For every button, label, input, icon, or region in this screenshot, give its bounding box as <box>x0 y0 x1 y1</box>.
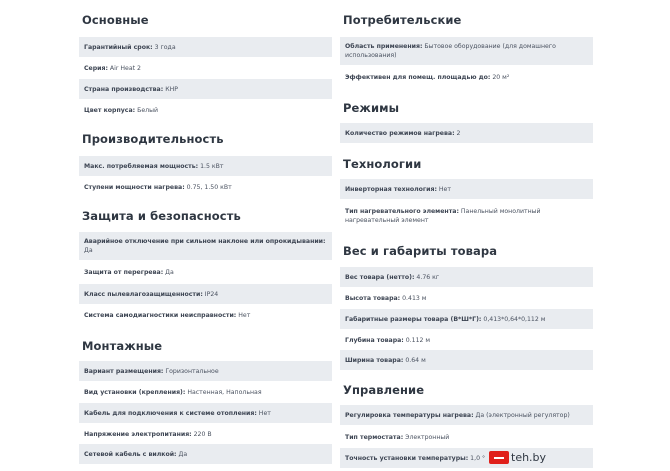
spec-value: 0.112 м <box>405 336 431 344</box>
spec-value: 1,0 ° <box>470 454 486 462</box>
section-title-proizvoditelnost: Производительность <box>82 132 224 146</box>
spec-label: Вариант размещения: <box>84 367 164 375</box>
spec-label: Серия: <box>84 64 108 72</box>
spec-value: Air Heat 2 <box>109 64 141 72</box>
spec-label: Точность установки температуры: <box>345 454 469 462</box>
spec-row <box>79 177 332 197</box>
spec-label: Класс пылевлагозащищенности: <box>84 290 203 298</box>
spec-row <box>79 262 332 282</box>
spec-label: Напряжение электропитания: <box>84 430 192 438</box>
spec-value: Да <box>84 247 93 254</box>
spec-value: Горизонтальное <box>165 367 219 375</box>
spec-row <box>340 67 593 87</box>
spec-value: 3 года <box>154 43 176 51</box>
spec-label: Вид установки (крепления): <box>84 388 186 396</box>
spec-label: Габаритные размеры товара (В*Ш*Г): <box>345 315 482 323</box>
spec-label: Страна производства: <box>84 85 164 93</box>
spec-value: Нет <box>438 185 451 193</box>
spec-row <box>340 427 593 447</box>
spec-value: IP24 <box>204 290 219 298</box>
spec-value: Да <box>178 450 188 458</box>
spec-label: Глубина товара: <box>345 336 404 344</box>
spec-value: 1.5 кВт <box>200 162 224 170</box>
spec-label: Количество режимов нагрева: <box>345 129 455 137</box>
spec-row <box>79 156 332 176</box>
spec-label: Тип термостата: <box>345 433 404 441</box>
spec-value: 0.64 м <box>405 356 426 364</box>
spec-row <box>79 361 332 381</box>
section-title-rezhimy: Режимы <box>343 101 400 115</box>
logo-mark-icon <box>489 451 509 464</box>
spec-value: 0,413*0,64*0,112 м <box>483 315 546 323</box>
spec-value: Да <box>165 268 174 276</box>
spec-row <box>340 267 593 287</box>
spec-row <box>340 309 593 329</box>
spec-row <box>79 284 332 304</box>
spec-row <box>340 179 593 199</box>
spec-label: Эффективен для помещ. площадью до: <box>345 73 491 81</box>
section-title-montazh: Монтажные <box>82 339 163 353</box>
spec-row <box>340 288 593 308</box>
spec-row <box>79 444 332 464</box>
section-title-osnovnye: Основные <box>82 13 149 27</box>
spec-row <box>340 405 593 425</box>
spec-row <box>79 58 332 78</box>
spec-row <box>340 202 593 230</box>
spec-value: Панельный монолитный нагревательный элемент <box>345 208 541 224</box>
spec-row <box>340 37 593 65</box>
spec-row <box>79 305 332 325</box>
spec-label: Гарантийный срок: <box>84 43 153 51</box>
spec-value: 0.413 м <box>402 294 427 302</box>
spec-value: 4.76 кг <box>416 273 440 281</box>
section-title-ves: Вес и габариты товара <box>343 244 498 258</box>
spec-row <box>79 37 332 57</box>
spec-label: Аварийное отключение при сильном наклоне или опрокидывании: <box>84 238 326 245</box>
site-logo <box>489 451 546 464</box>
spec-value: 2 <box>456 129 461 137</box>
spec-value: Белый <box>137 106 158 114</box>
spec-value: Электронный <box>405 433 450 441</box>
spec-value: Нет <box>238 311 251 319</box>
spec-row <box>79 403 332 423</box>
spec-value: Да (электронный регулятор) <box>475 411 570 419</box>
spec-value: 220 В <box>193 430 212 438</box>
spec-value: Нет <box>258 409 271 417</box>
section-title-potrebitelskie: Потребительские <box>343 13 462 27</box>
spec-row <box>340 448 593 468</box>
spec-label: Высота товара: <box>345 294 401 302</box>
logo-text: teh.by <box>511 451 547 464</box>
spec-label: Инверторная технология: <box>345 185 437 193</box>
section-title-tehnologii: Технологии <box>343 157 422 171</box>
spec-row <box>79 79 332 99</box>
spec-row <box>79 232 332 260</box>
spec-value: 20 м² <box>492 73 510 81</box>
spec-label: Макс. потребляемая мощность: <box>84 162 199 170</box>
spec-label: Кабель для подключения к системе отопления: <box>84 409 257 417</box>
spec-label: Ширина товара: <box>345 356 404 364</box>
spec-row <box>79 382 332 402</box>
spec-row <box>79 100 332 120</box>
spec-label: Вес товара (нетто): <box>345 273 415 281</box>
spec-label: Регулировка температуры нагрева: <box>345 411 474 419</box>
spec-value: КНР <box>165 85 178 93</box>
spec-row <box>79 424 332 444</box>
spec-value: Бытовое оборудование (для домашнего использования) <box>345 43 556 59</box>
spec-label: Область применения: <box>345 43 423 50</box>
spec-row <box>340 350 593 370</box>
spec-row <box>340 123 593 143</box>
spec-value: 0.75, 1.50 кВт <box>186 183 232 191</box>
section-title-zaschita: Защита и безопасность <box>82 209 241 223</box>
spec-label: Ступени мощности нагрева: <box>84 183 185 191</box>
spec-label: Цвет корпуса: <box>84 106 136 114</box>
spec-label: Сетевой кабель с вилкой: <box>84 450 177 458</box>
spec-label: Тип нагревательного элемента: <box>345 208 459 215</box>
spec-label: Система самодиагностики неисправности: <box>84 311 237 319</box>
spec-value: Настенная, Напольная <box>187 388 262 396</box>
section-title-upravlenie: Управление <box>343 383 425 397</box>
spec-row <box>340 330 593 350</box>
spec-label: Защита от перегрева: <box>84 268 164 276</box>
